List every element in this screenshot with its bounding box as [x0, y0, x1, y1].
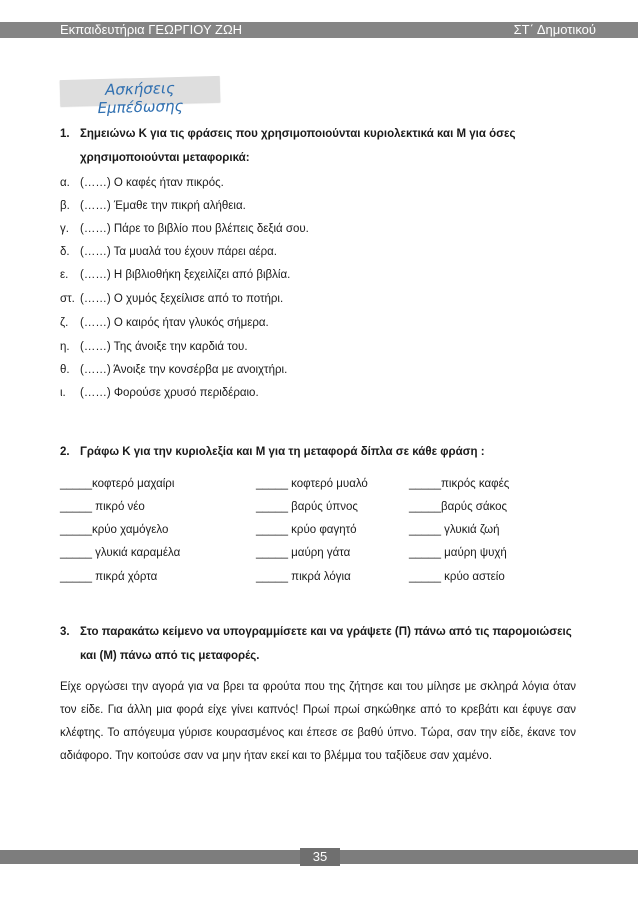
phrase-cell: _____ μαύρη γάτα — [256, 547, 351, 559]
item-text: (……) Ο καφές ήταν πικρός. — [80, 177, 224, 189]
phrase-cell: _____ γλυκιά καραμέλα — [60, 547, 181, 559]
phrase-cell: _____ βαρύς ύπνος — [256, 501, 358, 513]
item-label: ι. — [60, 387, 66, 399]
list-item — [60, 245, 277, 259]
page-number: 35 — [300, 848, 340, 866]
grade-label: ΣΤ΄ Δημοτικού — [513, 22, 596, 37]
list-item — [60, 340, 248, 354]
item-text: (……) Ο χυμός ξεχείλισε από το ποτήρι. — [80, 293, 284, 305]
question-3-title — [60, 620, 580, 668]
item-text: (……) Πάρε το βιβλίο που βλέπεις δεξιά σου. — [80, 223, 309, 235]
item-label: η. — [60, 341, 70, 353]
list-item — [60, 176, 224, 190]
phrase-cell: _____ πικρά χόρτα — [60, 571, 158, 583]
question-3-number: 3. — [60, 626, 70, 638]
list-item — [60, 363, 287, 377]
item-text: (……) Άνοιξε την κονσέρβα με ανοιχτήρι. — [80, 364, 288, 376]
phrase-cell: _____ γλυκιά ζωή — [409, 524, 500, 536]
item-label: ε. — [60, 269, 69, 281]
table-row — [60, 571, 580, 585]
list-item — [60, 222, 309, 236]
item-label: β. — [60, 200, 70, 212]
item-text: (……) Τα μυαλά του έχουν πάρει αέρα. — [80, 246, 277, 258]
phrase-cell: _____κρύο χαμόγελο — [60, 524, 169, 536]
list-item — [60, 316, 269, 330]
phrase-cell: _____ κοφτερό μυαλό — [256, 478, 368, 490]
item-text: (……) Έμαθε την πικρή αλήθεια. — [80, 200, 246, 212]
item-label: θ. — [60, 364, 70, 376]
phrase-cell: _____ πικρό νέο — [60, 501, 145, 513]
question-3 — [60, 620, 580, 668]
item-label: ζ. — [60, 317, 69, 329]
school-name: Εκπαιδευτήρια ΓΕΩΡΓΙΟΥ ΖΩΗ — [60, 22, 243, 37]
question-2-title-text: Γράφω Κ για την κυριολεξία και Μ για τη μεταφορά δίπλα σε κάθε φράση : — [80, 446, 485, 458]
question-2-title — [60, 440, 580, 464]
phrase-cell: _____ μαύρη ψυχή — [409, 547, 507, 559]
phrase-cell: _____κοφτερό μαχαίρι — [60, 478, 175, 490]
question-3-title-line2: και (Μ) πάνω από τις μεταφορές. — [80, 650, 260, 662]
phrase-cell: _____ πικρά λόγια — [256, 571, 351, 583]
table-row — [60, 524, 580, 538]
phrase-cell: _____πικρός καφές — [409, 478, 510, 490]
list-item — [60, 386, 259, 400]
item-text: (……) Ο καιρός ήταν γλυκός σήμερα. — [80, 317, 269, 329]
list-item — [60, 292, 283, 306]
item-label: δ. — [60, 246, 70, 258]
section-tag — [60, 76, 221, 118]
question-2-number: 2. — [60, 446, 70, 458]
item-label: στ. — [60, 293, 75, 305]
list-item — [60, 268, 290, 282]
list-item — [60, 199, 246, 213]
question-1-title-line2: χρησιμοποιούνται μεταφορικά: — [80, 152, 250, 164]
phrase-cell: _____βαρύς σάκος — [409, 501, 508, 513]
item-text: (……) Η βιβλιοθήκη ξεχειλίζει από βιβλία. — [80, 269, 291, 281]
question-1-title — [60, 122, 580, 170]
question-2 — [60, 440, 580, 464]
item-text: (……) Φορούσε χρυσό περιδέραιο. — [80, 387, 259, 399]
section-tag-label: Ασκήσεις Εμπέδωσης — [97, 79, 184, 118]
phrase-cell: _____ κρύο αστείο — [409, 571, 505, 583]
question-1 — [60, 122, 580, 170]
item-label: γ. — [60, 223, 69, 235]
table-row — [60, 501, 580, 515]
exercise-paragraph: Είχε οργώσει την αγορά για να βρει τα φρούτα που της ζήτησε και του μίλησε με σκληρά λόγια όταν τον είδε. Για άλλη μια φορά είχε γίνει καπνός! Πρωί πρωί σηκώθηκε από το κρεβάτι και έφυγε σαν κλέφτης. Το απόγευμα γύρισε κουρασμένος και έπεσε σε βαθύ ύπνο. Τώρα, σαν την είδε, έκανε τον αδιάφορο. Την κοιτούσε σαν να μην ήταν εκεί και το βλέμμα του ταξίδευε σαν χαμένο. — [60, 681, 576, 762]
question-3-title-line1: Στο παρακάτω κείμενο να υπογραμμίσετε και να γράψετε (Π) πάνω από τις παρομοιώσεις — [80, 626, 572, 638]
question-1-title-line1: Σημειώνω Κ για τις φράσεις που χρησιμοποιούνται κυριολεκτικά και Μ για όσες — [80, 128, 516, 140]
table-row — [60, 547, 580, 561]
item-text: (……) Της άνοιξε την καρδιά του. — [80, 341, 248, 353]
question-1-number: 1. — [60, 128, 70, 140]
phrase-cell: _____ κρύο φαγητό — [256, 524, 357, 536]
header-bar — [0, 22, 638, 38]
item-label: α. — [60, 177, 70, 189]
table-row — [60, 478, 580, 492]
